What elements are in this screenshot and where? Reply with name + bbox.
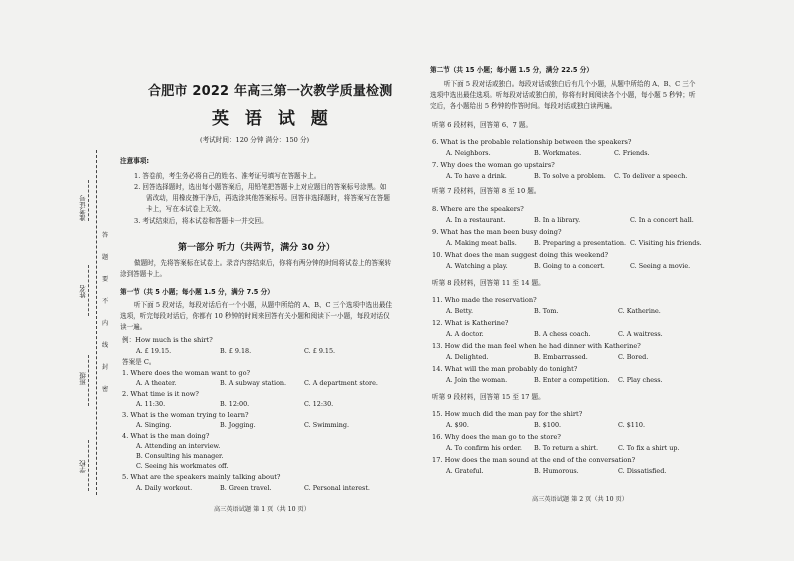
id-fill-line <box>88 180 89 221</box>
note-line: 卡上，写在本试卷上无效。 <box>146 205 226 213</box>
strip-label-id: 准考证号 <box>79 195 87 221</box>
question: 7. Why does the woman go upstairs? <box>432 161 555 169</box>
option: C. To deliver a speech. <box>614 172 688 180</box>
option: A. Watching a play. <box>446 262 508 270</box>
option: C. Visiting his friends. <box>630 239 702 247</box>
option: A. Delighted. <box>446 353 489 361</box>
part1-intro: 做题时，先将答案标在试卷上。录音内容结束后，你将有两分钟的时间将试卷上的答案转 <box>134 259 392 267</box>
question: 13. How did the man feel when he had dinner with Katherine? <box>432 342 641 350</box>
seal-char: 要 <box>102 276 109 283</box>
name-fill-line <box>88 265 89 316</box>
option: C. Katherine. <box>618 307 661 315</box>
option: A. $90. <box>446 421 469 429</box>
seal-char: 不 <box>102 298 109 305</box>
option: B. Workmates. <box>534 149 582 157</box>
option: B. $100. <box>534 421 562 429</box>
option: A. 11:30. <box>136 400 166 408</box>
exam-title: 合肥市 2022 年高三第一次教学质量检测 <box>148 84 393 99</box>
question: 2. What time is it now? <box>122 390 199 398</box>
seal-char: 答 <box>102 232 109 239</box>
example-question: 例：How much is the shirt? <box>122 336 213 344</box>
group-heading: 听第 6 段材料，回答第 6、7 题。 <box>432 121 533 129</box>
section2-intro: 完后，各小题给出 5 秒钟的作答时间。每段对话或独白读两遍。 <box>430 102 617 110</box>
option: B. In a library. <box>534 216 581 224</box>
seal-char: 密 <box>102 386 109 393</box>
option: B. Humorous. <box>534 467 579 475</box>
question: 4. What is the man doing? <box>122 432 210 440</box>
option: B. Jogging. <box>220 421 256 429</box>
question: 14. What will the man probably do tonight? <box>432 365 578 373</box>
option: B. Embarrassed. <box>534 353 588 361</box>
section1-intro: 听下面 5 段对话，每段对话后有一个小题，从题中所给的 A、B、C 三个选项中选出最佳 <box>134 301 393 309</box>
option: B. A chess coach. <box>534 330 591 338</box>
question: 17. How does the man sound at the end of the conversation? <box>432 456 636 464</box>
option: C. 12:30. <box>304 400 334 408</box>
option: A. Daily workout. <box>136 484 193 492</box>
option: B. To return a shirt. <box>534 444 599 452</box>
option: A. Betty. <box>446 307 474 315</box>
option: A. Singing. <box>136 421 172 429</box>
seal-char: 题 <box>102 254 109 261</box>
option: A. To confirm his order. <box>446 444 522 452</box>
option: C. Bored. <box>618 353 649 361</box>
option: A. In a restaurant. <box>446 216 506 224</box>
option: C. Friends. <box>614 149 650 157</box>
option: B. Preparing a presentation. <box>534 239 627 247</box>
subject-title: 英 语 试 题 <box>212 109 333 129</box>
seal-char: 封 <box>102 364 109 371</box>
note-line: 1. 答卷前，考生务必将自己的姓名、准考证号填写在答题卡上。 <box>134 172 321 180</box>
section2-heading: 第二节（共 15 小题；每小题 1.5 分，满分 22.5 分） <box>430 66 593 74</box>
section1-intro: 选项，听完每段对话后，你都有 10 秒钟的时间来回答有关小题和阅读下一小题，每段对话仅 <box>120 312 390 320</box>
question: 8. Where are the speakers? <box>432 205 524 213</box>
question: 1. Where does the woman want to go? <box>122 369 251 377</box>
option: B. Going to a concert. <box>534 262 605 270</box>
option: C. To fix a shirt up. <box>618 444 680 452</box>
option: C. Dissatisfied. <box>618 467 667 475</box>
option: C. Seeing his workmates off. <box>136 462 229 470</box>
example-answer: 答案是 C。 <box>122 358 156 366</box>
question: 9. What has the man been busy doing? <box>432 228 562 236</box>
option: C. Seeing a movie. <box>630 262 691 270</box>
part1-title: 第一部分 听力（共两节，满分 30 分） <box>178 243 335 253</box>
option: C. $110. <box>618 421 646 429</box>
option: A. A theater. <box>136 379 177 387</box>
question: 6. What is the probable relationship between the speakers? <box>432 138 632 146</box>
group-heading: 听第 7 段材料，回答第 8 至 10 题。 <box>432 187 541 195</box>
example-option: A. £ 19.15. <box>136 347 172 355</box>
section2-intro: 选项中选出最佳选项。听每段对话或独白前，你将有时间阅读各个小题，每小题 5 秒钟；听 <box>430 91 696 99</box>
option: C. A department store. <box>304 379 378 387</box>
option: B. Green travel. <box>220 484 272 492</box>
example-option: B. £ 9.18. <box>220 347 252 355</box>
question: 5. What are the speakers mainly talking about? <box>122 473 281 481</box>
option: A. To have a drink. <box>446 172 507 180</box>
option: B. Consulting his manager. <box>136 452 224 460</box>
note-line: 2. 回答选择题时，选出每小题答案后，用铅笔把答题卡上对应题目的答案标号涂黑。如 <box>134 183 387 191</box>
option: A. A doctor. <box>446 330 484 338</box>
seal-char: 线 <box>102 342 109 349</box>
option: A. Grateful. <box>446 467 484 475</box>
note-line: 3. 考试结束后，将本试卷和答题卡一并交回。 <box>134 217 268 225</box>
option: B. Tom. <box>534 307 559 315</box>
option: C. In a concert hall. <box>630 216 694 224</box>
group-heading: 听第 8 段材料，回答第 11 至 14 题。 <box>432 279 545 287</box>
question: 16. Why does the man go to the store? <box>432 433 561 441</box>
option: C. Play chess. <box>618 376 663 384</box>
question: 12. What is Katherine? <box>432 319 509 327</box>
group-heading: 听第 9 段材料，回答第 15 至 17 题。 <box>432 393 545 401</box>
school-fill-line <box>88 440 89 491</box>
seal-char: 内 <box>102 320 109 327</box>
strip-label-class: 班级 <box>79 372 87 385</box>
option: B. 12:00. <box>220 400 250 408</box>
note-line: 需改动，用橡皮擦干净后，再选涂其他答案标号。回答非选择题时，将答案写在答题 <box>146 194 390 202</box>
page-footer-right: 高三英语试题 第 2 页（共 10 页） <box>532 496 628 503</box>
question: 15. How much did the man pay for the shirt? <box>432 410 583 418</box>
class-fill-line <box>88 355 89 406</box>
notes-heading: 注意事项: <box>120 157 150 165</box>
question: 10. What does the man suggest doing this weekend? <box>432 251 609 259</box>
section1-intro: 读一遍。 <box>120 323 147 331</box>
binding-line <box>96 150 97 495</box>
option: C. Personal interest. <box>304 484 370 492</box>
option: A. Attending an interview. <box>136 442 221 450</box>
option: B. Enter a competition. <box>534 376 610 384</box>
strip-label-school: 学校 <box>79 460 87 473</box>
exam-info: (考试时间：120 分钟 满分：150 分) <box>200 136 310 144</box>
part1-intro: 涂到答题卡上。 <box>120 270 167 278</box>
option: A. Neighbors. <box>446 149 491 157</box>
question: 3. What is the woman trying to learn? <box>122 411 249 419</box>
example-option: C. £ 9.15. <box>304 347 336 355</box>
option: C. Swimming. <box>304 421 350 429</box>
section2-intro: 听下面 5 段对话或独白。每段对话或独白后有几个小题，从题中所给的 A、B、C 三个 <box>444 80 696 88</box>
section1-heading: 第一节（共 5 小题；每小题 1.5 分，满分 7.5 分） <box>120 288 274 296</box>
option: A. Join the woman. <box>446 376 508 384</box>
option: A. Making meat balls. <box>446 239 517 247</box>
option: B. A subway station. <box>220 379 287 387</box>
strip-label-name: 姓名 <box>79 285 87 298</box>
page-footer-left: 高三英语试题 第 1 页（共 10 页） <box>214 506 310 513</box>
option: B. To solve a problem. <box>534 172 606 180</box>
option: C. A waitress. <box>618 330 663 338</box>
question: 11. Who made the reservation? <box>432 296 537 304</box>
